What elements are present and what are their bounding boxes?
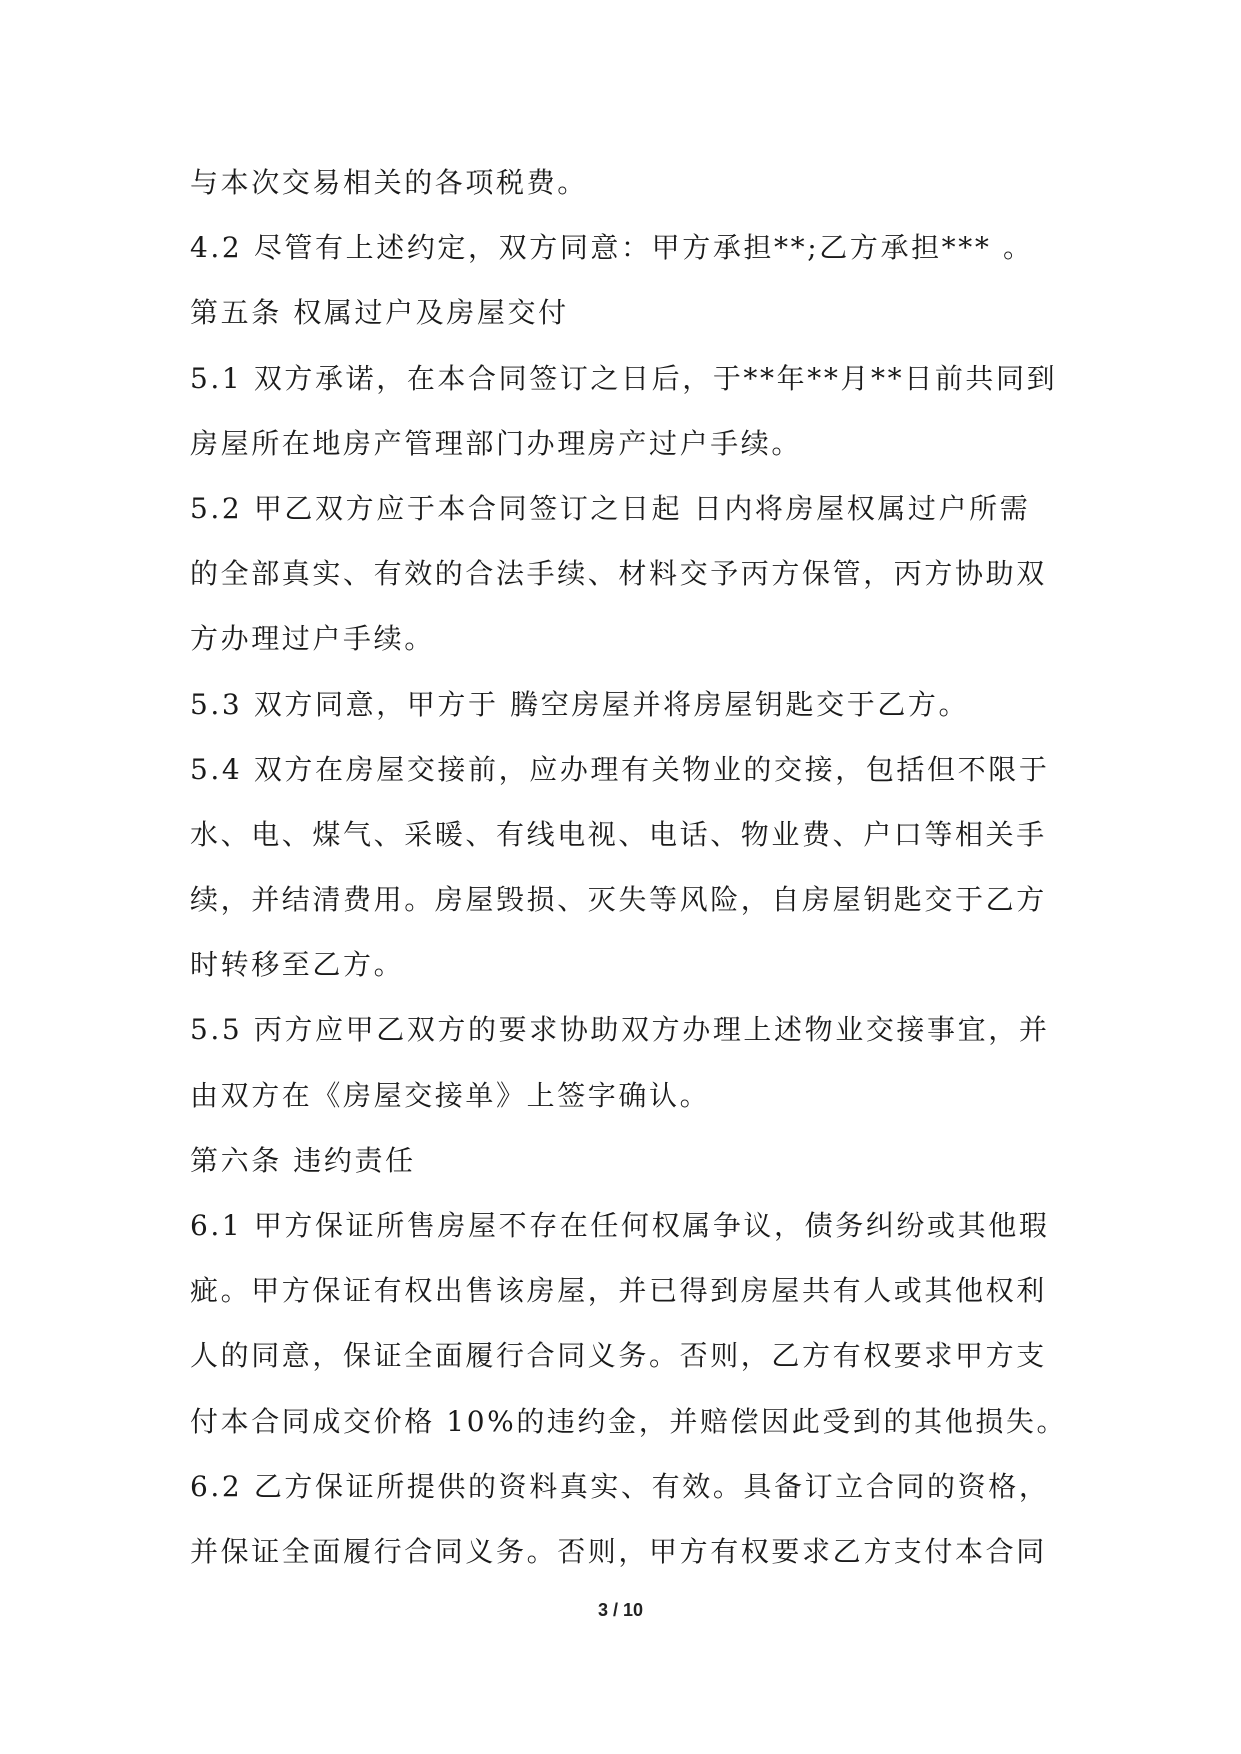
- text-line: 5.5 丙方应甲乙双方的要求协助双方办理上述物业交接事宜，并: [190, 1013, 1050, 1047]
- text-line: 由双方在《房屋交接单》上签字确认。: [190, 1078, 711, 1112]
- text-line: 5.1 双方承诺，在本合同签订之日后，于**年**月**日前共同到: [190, 361, 1058, 395]
- text-line: 付本合同成交价格 10%的违约金，并赔偿因此受到的其他损失。: [190, 1404, 1068, 1438]
- document-body: [190, 150, 1070, 1584]
- text-line: 6.1 甲方保证所售房屋不存在任何权属争议，债务纠纷或其他瑕: [190, 1209, 1050, 1242]
- text-line: 房屋所在地房产管理部门办理房产过户手续。: [190, 426, 803, 460]
- text-line: 并保证全面履行合同义务。否则，甲方有权要求乙方支付本合同: [190, 1534, 1047, 1568]
- text-line: 5.2 甲乙双方应于本合同签订之日起 日内将房屋权属过户所需: [190, 491, 1031, 525]
- text-line: 续，并结清费用。房屋毁损、灭失等风险，自房屋钥匙交于乙方: [190, 883, 1047, 917]
- text-line: 5.4 双方在房屋交接前，应办理有关物业的交接，包括但不限于: [190, 752, 1050, 786]
- section-heading: 第六条 违约责任: [190, 1143, 416, 1177]
- text-line: 5.3 双方同意，甲方于 腾空房屋并将房屋钥匙交于乙方。: [190, 687, 970, 721]
- text-line: 4.2 尽管有上述约定，双方同意：甲方承担**;乙方承担*** 。: [190, 231, 1034, 265]
- text-line: 水、电、煤气、采暖、有线电视、电话、物业费、户口等相关手: [190, 817, 1047, 851]
- text-line: 时转移至乙方。: [190, 948, 405, 982]
- text-line: 人的同意，保证全面履行合同义务。否则，乙方有权要求甲方支: [190, 1339, 1047, 1373]
- page-number: 3 / 10: [597, 1600, 644, 1620]
- text-line: 的全部真实、有效的合法手续、材料交予丙方保管，丙方协助双: [190, 557, 1047, 591]
- text-line: 与本次交易相关的各项税费。: [190, 166, 588, 199]
- text-line: 6.2 乙方保证所提供的资料真实、有效。具备订立合同的资格，: [190, 1469, 1050, 1503]
- section-heading: 第五条 权属过户及房屋交付: [190, 296, 569, 330]
- text-line: 方办理过户手续。: [190, 622, 435, 656]
- text-line: 疵。甲方保证有权出售该房屋，并已得到房屋共有人或其他权利: [190, 1274, 1047, 1308]
